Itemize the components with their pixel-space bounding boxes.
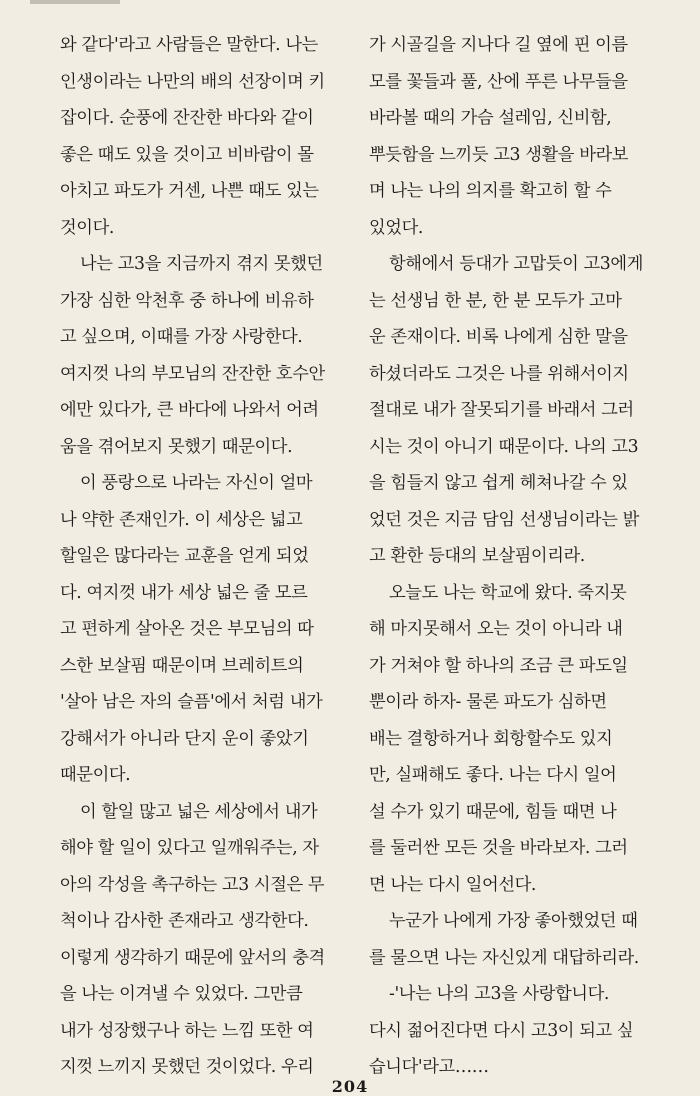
text-line: 뿌듯함을 느끼듯 고3 생활을 바라보	[369, 144, 629, 165]
text-line: 다. 여지껏 내가 세상 넓은 줄 모르	[60, 582, 308, 603]
text-line: 모를 꽃들과 풀, 산에 푸른 나무들을	[369, 71, 628, 92]
text-line: 만, 실패해도 좋다. 나는 다시 일어	[369, 765, 617, 785]
text-line: 가 거쳐야 할 하나의 조금 큰 파도일	[369, 655, 628, 676]
text-line: 오늘도 나는 학교에 왔다. 죽지못	[389, 582, 627, 603]
text-line: 고 편하게 살아온 것은 부모님의 따	[60, 619, 314, 639]
text-line: 이렇게 생각하기 때문에 앞서의 충격	[60, 947, 325, 968]
text-line: 설 수가 있기 때문에, 힘들 때면 나	[369, 801, 617, 822]
text-line: 는 선생님 한 분, 한 분 모두가 고마	[369, 290, 622, 311]
text-line: 해 마지못해서 오는 것이 아니라 내	[369, 619, 623, 639]
text-line: 아의 각성을 촉구하는 고3 시절은 무	[60, 874, 325, 895]
text-line: 이 할일 많고 넓은 세상에서 내가	[80, 801, 318, 822]
text-line: 습니다'라고……	[369, 1057, 489, 1077]
text-line: 하셨더라도 그것은 나를 위해서이지	[369, 363, 629, 384]
text-line: 여지껏 나의 부모님의 잔잔한 호수안	[60, 363, 325, 384]
text-line: 배는 결항하거나 회항할수도 있지	[369, 728, 613, 749]
text-line: 시는 것이 아니기 때문이다. 나의 고3	[369, 436, 639, 457]
text-line: '살아 남은 자의 슬픔'에서 처럼 내가	[60, 692, 323, 712]
text-line: 에만 있다가, 큰 바다에 나와서 어려	[60, 400, 319, 420]
text-line: 누군가 나에게 가장 좋아했었던 때	[389, 911, 638, 931]
page-number: 204	[331, 1077, 369, 1096]
text-line: 를 둘러싼 모든 것을 바라보자. 그러	[369, 838, 628, 858]
text-line: 강해서가 아니라 단지 운이 좋았기	[60, 728, 309, 749]
text-line: 항해에서 등대가 고맙듯이 고3에게	[389, 254, 643, 274]
text-line: 할일은 많다라는 교훈을 얻게 되었	[60, 546, 309, 566]
text-line: 와 같다'라고 사람들은 말한다. 나는	[60, 35, 318, 55]
text-line: 아치고 파도가 거센, 나쁜 때도 있는	[60, 181, 319, 201]
text-line: 을 나는 이겨낼 수 있었다. 그만큼	[60, 984, 303, 1004]
text-line: 면 나는 다시 일어선다.	[369, 874, 537, 895]
text-line: 고 싶으며, 이때를 가장 사랑한다.	[60, 327, 303, 347]
text-line: 좋은 때도 있을 것이고 비바람이 몰	[60, 144, 314, 165]
text-line: 척이나 감사한 존재라고 생각한다.	[60, 911, 309, 931]
text-line: 다시 젊어진다면 다시 고3이 되고 싶	[369, 1020, 634, 1041]
text-line: 것이다.	[60, 217, 114, 238]
text-line: 지껏 느끼지 못했던 것이었다. 우리	[60, 1057, 314, 1077]
text-line: 나 약한 존재인가. 이 세상은 넓고	[60, 509, 303, 530]
text-line: 잡이다. 순풍에 잔잔한 바다와 같이	[60, 108, 314, 128]
right-text-column	[369, 27, 665, 1086]
text-line: 운 존재이다. 비록 나에게 심한 말을	[369, 327, 628, 347]
text-line: 절대로 내가 잘못되기를 바래서 그러	[369, 400, 634, 420]
text-line: 내가 성장했구나 하는 느낌 또한 여	[60, 1020, 314, 1041]
text-line: 며 나는 나의 의지를 확고히 할 수	[369, 181, 612, 201]
text-line: 이 풍랑으로 나라는 자신이 얼마	[80, 473, 313, 493]
text-line: 었던 것은 지금 담임 선생님이라는 밝	[369, 509, 639, 530]
text-line: 나는 고3을 지금까지 겪지 못했던	[80, 254, 323, 274]
text-line: 고 환한 등대의 보살핌이리라.	[369, 546, 585, 566]
text-line: 가장 심한 악천후 중 하나에 비유하	[60, 290, 314, 311]
text-line: 를 물으면 나는 자신있게 대답하리라.	[369, 947, 639, 968]
left-text-column	[60, 27, 356, 1086]
text-line: 스한 보살핌 때문이며 브레히트의	[60, 655, 304, 676]
text-line: 인생이라는 나만의 배의 선장이며 키	[60, 71, 325, 92]
text-line: 있었다.	[369, 217, 423, 238]
text-line: 바라볼 때의 가슴 설레임, 신비함,	[369, 108, 612, 128]
text-line: 가 시골길을 지나다 길 옆에 핀 이름	[369, 35, 628, 55]
text-line: 뿐이라 하자- 물론 파도가 심하면	[369, 692, 607, 712]
top-edge-mark	[30, 0, 120, 4]
text-line: -'나는 나의 고3을 사랑합니다.	[389, 984, 609, 1004]
text-line: 을 힘들지 않고 쉽게 헤쳐나갈 수 있	[369, 473, 628, 493]
text-line: 때문이다.	[60, 765, 131, 785]
text-line: 움을 겪어보지 못했기 때문이다.	[60, 436, 293, 457]
text-line: 해야 할 일이 있다고 일깨워주는, 자	[60, 838, 319, 858]
